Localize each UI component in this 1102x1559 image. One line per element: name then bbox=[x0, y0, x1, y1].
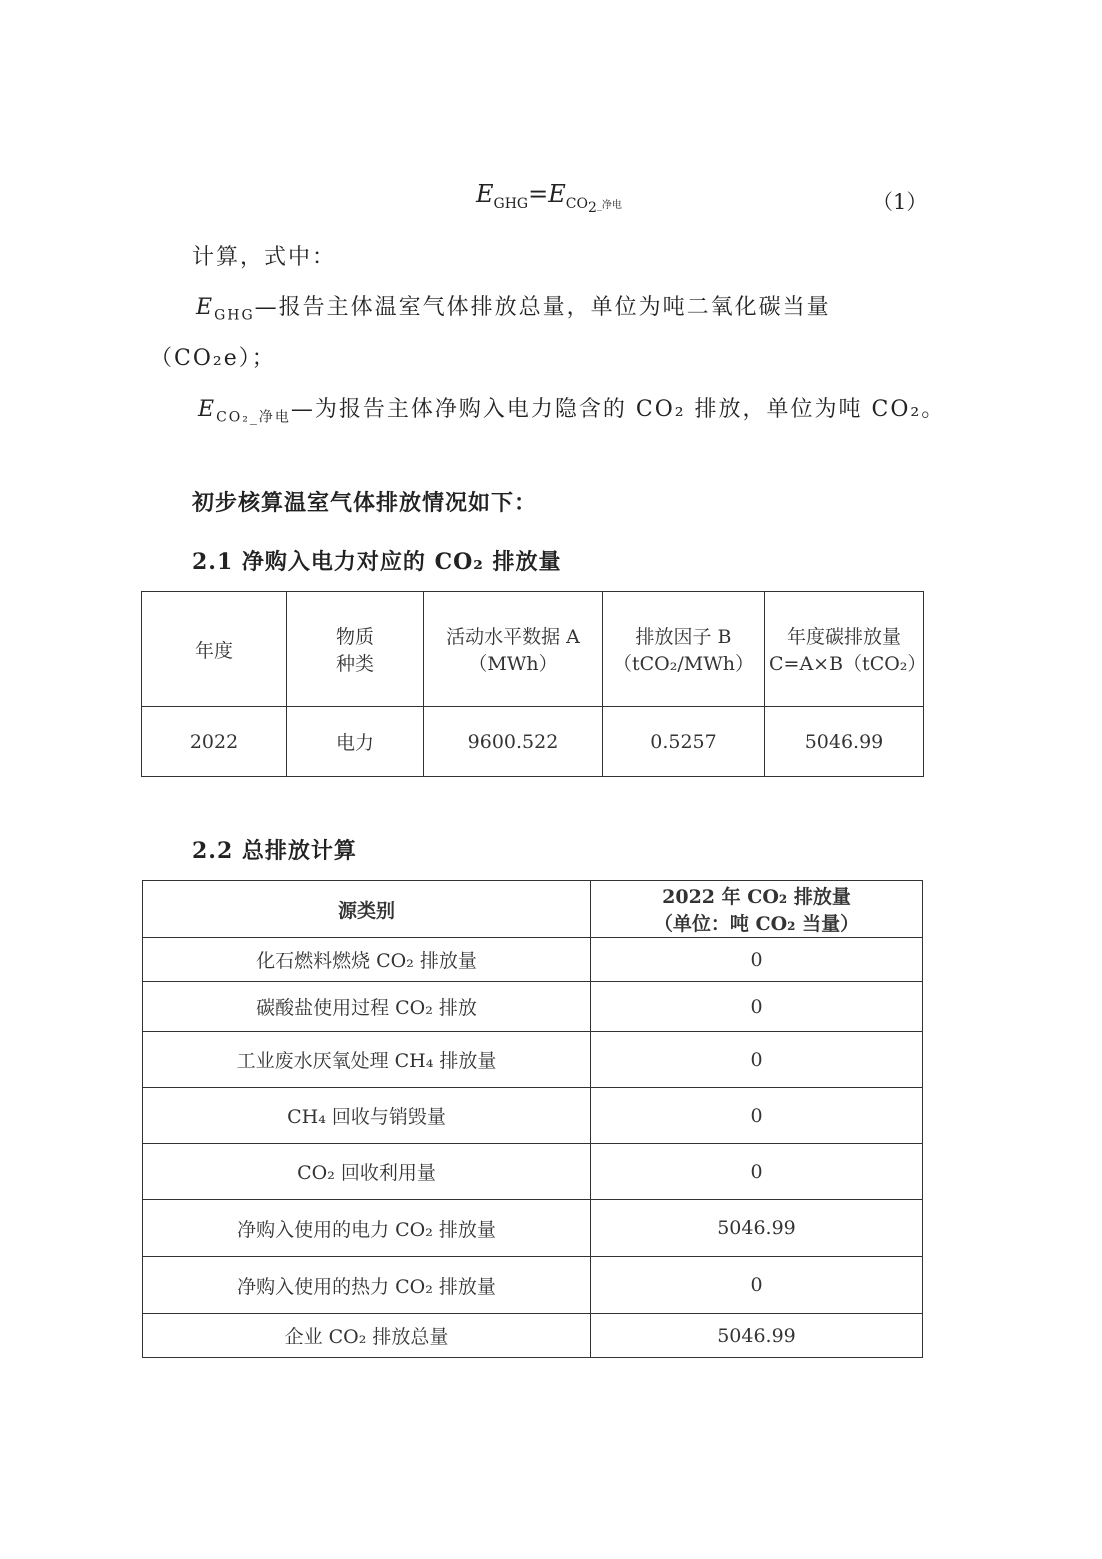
formula-rhs-sub-co: CO bbox=[565, 195, 588, 212]
section2-heading: 2.2 总排放计算 bbox=[192, 838, 357, 864]
header-source-category: 源类别 bbox=[143, 881, 591, 938]
table-row bbox=[143, 1257, 923, 1314]
table-header-row bbox=[142, 592, 924, 707]
value-cell: 5046.99 bbox=[591, 1200, 923, 1257]
def1-sub: GHG bbox=[214, 307, 255, 324]
definition-ghg-cont: （CO₂e）； bbox=[150, 346, 276, 371]
formula-rhs-sub bbox=[565, 195, 622, 216]
calc-where-text: 计算，式中： bbox=[192, 245, 337, 270]
cell-activity: 9600.522 bbox=[424, 707, 603, 777]
value-cell: 0 bbox=[591, 1257, 923, 1314]
table-row bbox=[143, 1200, 923, 1257]
definition-co2-net bbox=[198, 392, 945, 426]
source-cell: CH₄ 回收与销毁量 bbox=[143, 1088, 591, 1144]
header-activity-data: 活动水平数据 A （MWh） bbox=[424, 592, 603, 707]
header-emission-factor: 排放因子 B （tCO₂/MWh） bbox=[603, 592, 765, 707]
value-cell: 0 bbox=[591, 1144, 923, 1200]
electricity-emission-table bbox=[141, 591, 927, 777]
value-cell: 5046.99 bbox=[591, 1314, 923, 1358]
value-cell: 0 bbox=[591, 938, 923, 982]
header-emission-value-line1: 2022 年 CO₂ 排放量 bbox=[662, 886, 851, 908]
intro-heading: 初步核算温室气体排放情况如下： bbox=[192, 490, 538, 516]
def1-text: —报告主体温室气体排放总量，单位为吨二氧化碳当量 bbox=[254, 295, 831, 320]
header-year: 年度 bbox=[142, 592, 287, 707]
section1-heading: 2.1 净购入电力对应的 CO₂ 排放量 bbox=[192, 549, 562, 575]
table-row bbox=[143, 1144, 923, 1200]
table-row bbox=[143, 982, 923, 1032]
table-header-row bbox=[143, 881, 923, 938]
header-emission-value-line2: （单位：吨 CO₂ 当量） bbox=[653, 913, 860, 935]
formula-rhs-sub-tail: _净电 bbox=[596, 199, 622, 211]
cell-factor: 0.5257 bbox=[603, 707, 765, 777]
formula-equals: = bbox=[528, 180, 549, 208]
source-cell: 净购入使用的热力 CO₂ 排放量 bbox=[143, 1257, 591, 1314]
source-cell: 净购入使用的电力 CO₂ 排放量 bbox=[143, 1200, 591, 1257]
cell-emission: 5046.99 bbox=[765, 707, 924, 777]
table-row bbox=[143, 1088, 923, 1144]
cell-year: 2022 bbox=[142, 707, 287, 777]
value-cell: 0 bbox=[591, 982, 923, 1032]
value-cell: 0 bbox=[591, 1088, 923, 1144]
definition-ghg bbox=[196, 290, 831, 323]
table-row bbox=[143, 1314, 923, 1358]
source-cell: CO₂ 回收利用量 bbox=[143, 1144, 591, 1200]
source-cell: 化石燃料燃烧 CO₂ 排放量 bbox=[143, 938, 591, 982]
formula-rhs-sub-2: 2 bbox=[587, 199, 597, 216]
table-row bbox=[143, 938, 923, 982]
cell-material: 电力 bbox=[287, 707, 424, 777]
def2-sub: CO₂_净电 bbox=[216, 409, 291, 426]
header-annual-emission: 年度碳排放量 C=A×B（tCO₂） bbox=[765, 592, 924, 707]
def1-var: E bbox=[196, 295, 215, 320]
def2-text: —为报告主体净购入电力隐含的 CO₂ 排放，单位为吨 CO₂。 bbox=[290, 397, 946, 422]
source-cell: 碳酸盐使用过程 CO₂ 排放 bbox=[143, 982, 591, 1032]
formula-rhs-var: E bbox=[548, 180, 566, 208]
total-emission-table bbox=[142, 880, 923, 1358]
source-cell: 工业废水厌氧处理 CH₄ 排放量 bbox=[143, 1032, 591, 1088]
table-row bbox=[142, 707, 924, 777]
equation-number: （1） bbox=[872, 190, 928, 214]
header-material-type: 物质 种类 bbox=[287, 592, 424, 707]
header-emission-value bbox=[591, 881, 923, 938]
formula-lhs-sub: GHG bbox=[493, 195, 529, 212]
source-cell: 企业 CO₂ 排放总量 bbox=[143, 1314, 591, 1358]
value-cell: 0 bbox=[591, 1032, 923, 1088]
def2-var: E bbox=[198, 397, 217, 422]
formula-lhs-var: E bbox=[476, 180, 494, 208]
equation bbox=[476, 180, 622, 216]
table-row bbox=[143, 1032, 923, 1088]
